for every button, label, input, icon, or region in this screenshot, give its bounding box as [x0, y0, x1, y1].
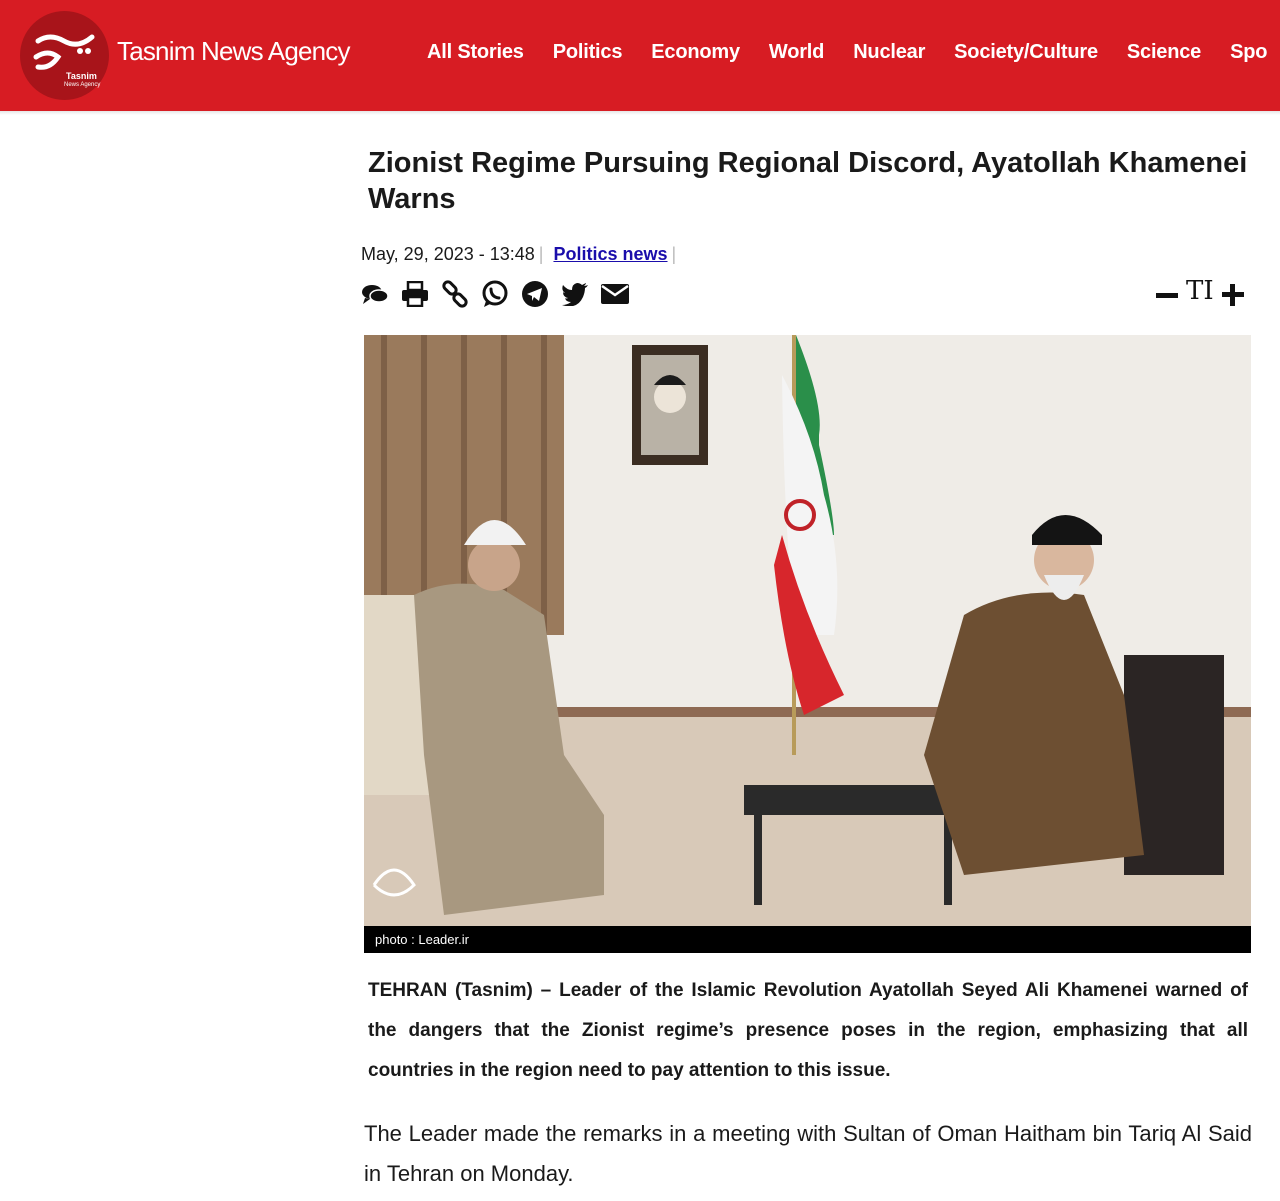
- article-body: The Leader made the remarks in a meeting with Sultan of Oman Haitham bin Tariq Al Said in Tehran on Monday.: [364, 1121, 1252, 1186]
- nav-sports[interactable]: Spo: [1230, 41, 1268, 63]
- nav-nuclear[interactable]: Nuclear: [853, 41, 926, 63]
- top-navigation-bar: [0, 0, 1280, 111]
- nav-world[interactable]: World: [768, 41, 825, 63]
- nav-science[interactable]: Science: [1126, 41, 1202, 63]
- article-date: May, 29, 2023 - 13:48: [361, 244, 535, 264]
- category-link[interactable]: Politics news: [553, 244, 668, 264]
- main-nav: [427, 41, 1280, 64]
- email-icon[interactable]: [600, 279, 630, 309]
- font-size-controls: [1156, 276, 1244, 306]
- tasnim-logo[interactable]: [20, 11, 109, 100]
- header-shadow: [0, 111, 1280, 115]
- meta-divider-end: |: [671, 244, 677, 264]
- nav-politics[interactable]: Politics: [552, 41, 623, 63]
- nav-society-culture[interactable]: Society/Culture: [954, 41, 1098, 63]
- link-icon[interactable]: [440, 279, 470, 309]
- font-size-label: TI: [1186, 276, 1214, 306]
- whatsapp-icon[interactable]: [480, 279, 510, 309]
- article-title: Zionist Regime Pursuing Regional Discord, Ayatollah Khamenei Warns: [368, 147, 1248, 215]
- logo-label-tasnim: Tasnim: [66, 71, 97, 81]
- print-icon[interactable]: [400, 279, 430, 309]
- share-toolbar: [360, 279, 640, 309]
- nav-all-stories[interactable]: All Stories: [427, 41, 524, 63]
- article-meta: [361, 244, 680, 265]
- telegram-icon[interactable]: [520, 279, 550, 309]
- article-photo-illustration: [364, 335, 1251, 926]
- twitter-icon[interactable]: [560, 279, 590, 309]
- photo-credit: photo : Leader.ir: [375, 932, 469, 947]
- nav-economy[interactable]: Economy: [651, 41, 740, 63]
- article-lead: TEHRAN (Tasnim) – Leader of the Islamic Revolution Ayatollah Seyed Ali Khamenei warned of the dangers that the Zionist regime’s presence poses in the region, emphasizing that all countries in the region need to pay attention to this issue.: [368, 980, 1248, 1081]
- photo-credit-bar: [364, 926, 1251, 953]
- comments-icon[interactable]: [360, 279, 390, 309]
- meta-divider: |: [538, 244, 544, 264]
- article-photo: [364, 335, 1251, 953]
- brand-name[interactable]: Tasnim News Agency: [117, 36, 350, 66]
- increase-font-icon[interactable]: [1222, 284, 1244, 306]
- decrease-font-icon[interactable]: [1156, 293, 1178, 298]
- logo-label-news-agency: News Agency: [64, 82, 101, 88]
